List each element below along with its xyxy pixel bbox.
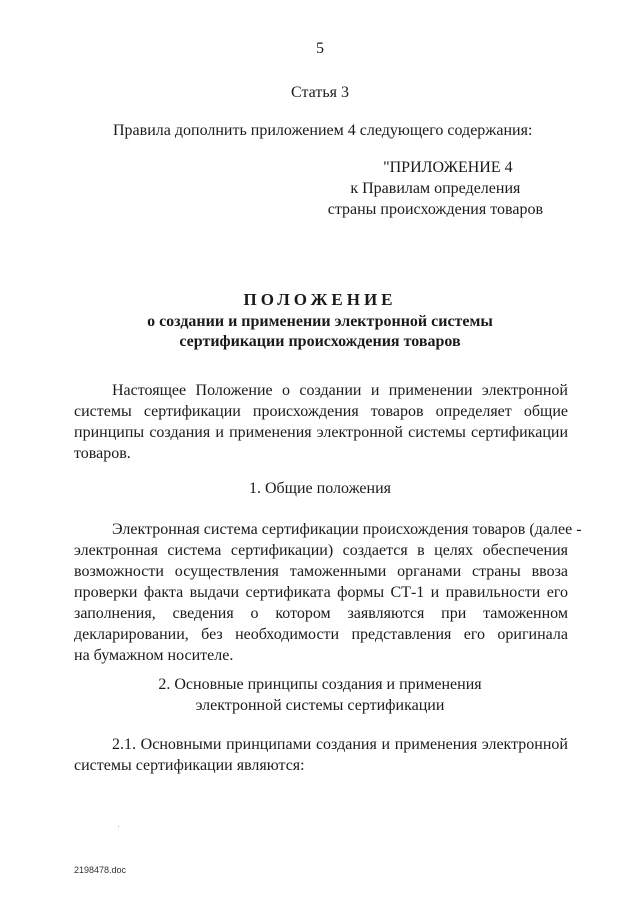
subtitle-line-2: сертификации происхождения товаров [179,333,461,350]
paragraph-line: проверки факта выдачи сертификата формы СТ-1 и правильности его [74,584,568,601]
paragraph-line: системы сертификации происхождения товаров определяет общие [74,403,568,420]
page-number: 5 [316,40,324,57]
subtitle-line-1: о создании и применении электронной системы [147,313,493,330]
paragraph-line: электронная система сертификации) создается в целях обеспечения [74,542,568,559]
paragraph-preamble [74,380,568,464]
section-heading-2-line-2: электронной системы сертификации [195,697,445,714]
file-name-footer: 2198478.doc [74,865,127,875]
paragraph-line: Электронная система сертификации происхождения товаров (далее - [112,521,582,538]
section-heading-2-line-1: 2. Основные принципы создания и применения [158,676,482,693]
document-subtitle [0,312,640,352]
scan-mark [118,826,119,827]
document-title: ПОЛОЖЕНИЕ [243,290,397,309]
intro-text: Правила дополнить приложением 4 следующего содержания: [113,122,533,139]
paragraph-line: возможности осуществления таможенными органами страны ввоза [74,563,568,580]
paragraph-line: принципы создания и применения электронной системы сертификации [74,424,568,441]
paragraph-line: 2.1. Основными принципами создания и применения электронной [112,736,568,753]
appendix-line-2: к Правилам определения [350,180,521,197]
article-heading: Статья 3 [291,84,349,101]
paragraph-principles [74,734,568,776]
appendix-line-1: "ПРИЛОЖЕНИЕ 4 [383,159,513,176]
section-heading-2 [0,674,640,716]
paragraph-line: системы сертификации являются: [74,757,305,774]
appendix-line-3: страны происхождения товаров [327,201,543,218]
paragraph-line: товаров. [74,445,131,462]
section-heading-1: 1. Общие положения [248,480,392,497]
appendix-header [328,157,543,220]
paragraph-line: заполнения, сведения о котором заявляются при таможенном [74,605,568,622]
paragraph-line: на бумажном носителе. [74,647,234,664]
paragraph-line: Настоящее Положение о создании и применении электронной [112,382,568,399]
paragraph-general [74,519,582,666]
paragraph-line: декларировании, без необходимости представления его оригинала [74,626,568,643]
